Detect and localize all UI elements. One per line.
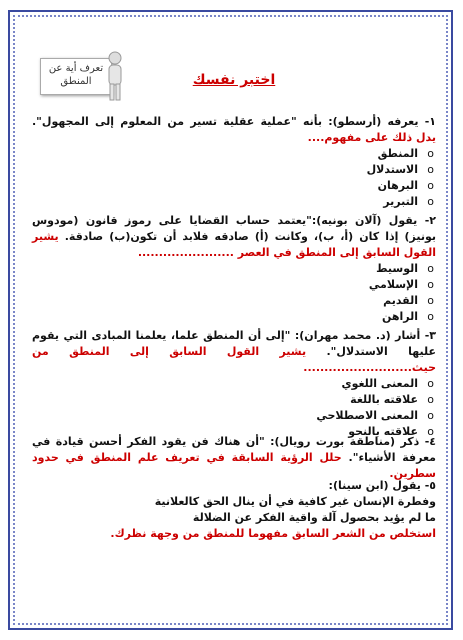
question-3-text: ٣- أشار (د. محمد مهران): "إلى أن المنطق علما، يعلمنا المبادى التي يقوم عليها الاستدلال". (32, 329, 436, 358)
poem-line-1: وفطرة الإنسان غير كافية في أن ينال الحق كالعلانية (154, 495, 436, 508)
sticker-line2: المنطق (60, 76, 92, 87)
question-5 (32, 478, 436, 542)
question-2 (32, 213, 436, 325)
question-2-text: ٢- يقول (آلان بونيه):"يعتمد حساب القضايا على رموز قانون (مودوس بونيز) إذا كان (أ، ب)، وكانت (أ) صادقه فلابد أن تكون(ب) صادقة. (32, 214, 436, 243)
question-1-text: ١- يعرفه (أرسطو): بأنه "عملية عقلية تسير من المعلوم إلى المجهول". (32, 115, 436, 128)
option[interactable]: o الإسلامي (32, 277, 418, 293)
sticker-line1: تعرف أية عن (48, 63, 104, 74)
option[interactable]: o المنطق (32, 146, 418, 162)
question-1 (32, 114, 436, 210)
question-5-ask: استخلص من الشعر السابق مفهوما للمنطق من وجهة نظرك. (110, 527, 436, 540)
question-1-ask: يدل ذلك على مفهوم.... (307, 131, 436, 144)
question-2-options (32, 261, 436, 325)
question-4-text: ٤- ذكر (مناطقة بورت رويال): "أن هناك فن يقود الفكر أحسن قيادة في معرفة الأشياء". (32, 435, 436, 464)
option[interactable]: o علاقته باللغة (32, 392, 418, 408)
option[interactable]: o الاستدلال (32, 162, 418, 178)
option[interactable]: o التبرير (32, 194, 418, 210)
question-3 (32, 328, 436, 440)
page-title: اختبر نفسك (192, 72, 276, 88)
option[interactable]: o علاقته بالنحو (32, 424, 418, 440)
option[interactable]: o الراهن (32, 309, 418, 325)
option[interactable]: o الوسيط (32, 261, 418, 277)
poem-line-2: ما لم يؤيد بحصول آلة واقية الفكر عن الضلالة (192, 511, 436, 524)
question-1-options (32, 146, 436, 210)
question-3-options (32, 376, 436, 440)
option[interactable]: o القديم (32, 293, 418, 309)
question-3-ask: يشير القول السابق إلى المنطق من حيث.......................... (32, 345, 436, 374)
option[interactable]: o المعنى اللغوي (32, 376, 418, 392)
option[interactable]: o المعنى الاصطلاحي (32, 408, 418, 424)
option[interactable]: o البرهان (32, 178, 418, 194)
question-4 (32, 434, 436, 482)
question-2-ask: يشير القول السابق إلى المنطق في العصر ....................... (32, 230, 436, 259)
question-4-ask: حلل الرؤية السابقة في تعريف علم المنطق في حدود سطرين. (32, 451, 436, 480)
question-5-intro: ٥- يقول (ابن سينا): (328, 479, 436, 492)
